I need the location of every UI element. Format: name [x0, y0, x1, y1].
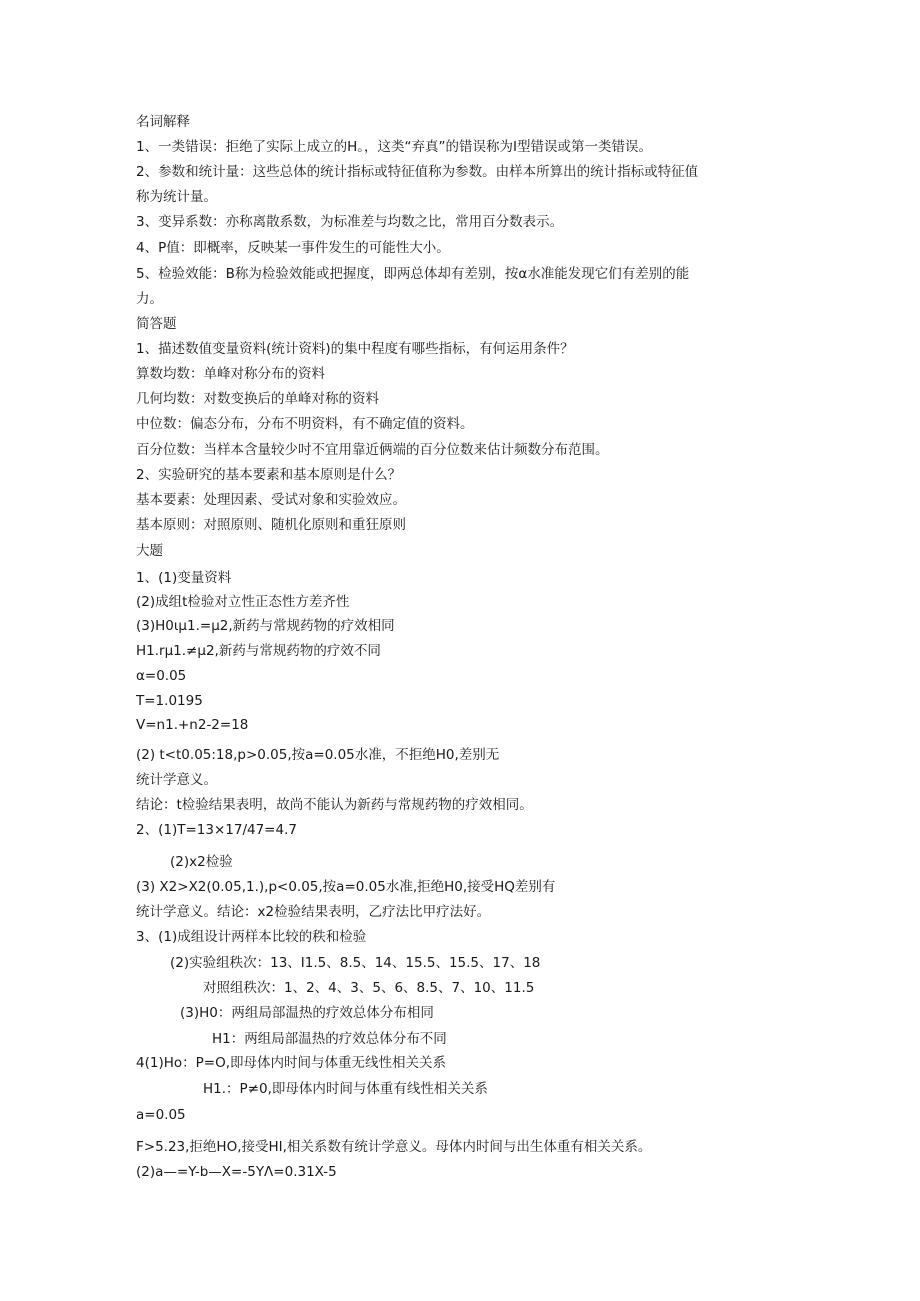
text-line: 2、参数和统计量：这些总体的统计指标或特征值称为参数。由样本所算出的统计指标或特征值: [136, 164, 699, 180]
text-line: H1.rμ1.≠μ2,新药与常规药物的疗效不同: [136, 643, 381, 659]
text-line: a=0.05: [136, 1107, 186, 1123]
text-line: 对照组秩次：1、2、4、3、5、6、8.5、7、10、11.5: [203, 980, 535, 996]
text-line: 1、(1)变量资料: [136, 570, 232, 586]
text-line: 几何均数：对数变换后的单峰对称的资料: [136, 391, 379, 407]
text-line: (2)a—=Y-b—X=-5YΛ=0.31X-5: [136, 1164, 337, 1180]
text-line: 1、描述数值变量资料(统计资料)的集中程度有哪些指标，有何运用条件？: [136, 341, 574, 357]
text-line: (2)实验组秩次：13、I1.5、8.5、14、15.5、15.5、17、18: [170, 955, 541, 971]
text-line: α=0.05: [136, 668, 187, 684]
section-heading-short-answer: 简答题: [136, 316, 177, 332]
text-line: (3)H0ιμ1.=μ2,新药与常规药物的疗效相同: [136, 618, 395, 634]
text-line: 称为统计量。: [136, 189, 217, 205]
text-line: (2) t<t0.05:18,p>0.05,按a=0.05水准，不拒绝H0,差别无: [136, 747, 500, 763]
text-line: 5、检验效能：B称为检验效能或把握度，即两总体却有差别，按α水准能发现它们有差别的能: [136, 266, 690, 282]
text-line: T=1.0195: [136, 693, 203, 709]
text-line: 百分位数：当样本含量较少吋不宜用靠近俩端的百分位数来估计频数分布范围。: [136, 442, 609, 458]
section-heading-terms: 名词解释: [136, 114, 190, 130]
text-line: V=n1.+n2-2=18: [136, 717, 249, 733]
text-line: 基本原则：对照原则、随机化原则和重狂原则: [136, 517, 406, 533]
text-line: (3) X2>X2(0.05,1.),p<0.05,按a=0.05水准,拒绝H0,接受HQ差别有: [136, 879, 556, 895]
text-line: (2)x2检验: [170, 854, 233, 870]
text-line: 4(1)Ho：P=O,即母体内时间与体重无线性相关关系: [136, 1055, 446, 1071]
text-line: 3、变异系数：亦称离散系数，为标准差与均数之比，常用百分数表示。: [136, 214, 564, 230]
text-line: 统计学意义。: [136, 772, 217, 788]
text-line: 2、实验研究的基本要素和基本原则是什么？: [136, 467, 402, 483]
text-line: 结论：t检验结果表明，故尚不能认为新药与常规药物的疗效相同。: [136, 797, 533, 813]
text-line: 统计学意义。结论：x2检验结果表明，乙疗法比甲疗法好。: [136, 904, 491, 920]
text-line: (2)成组t检验对立性正态性方差齐性: [136, 594, 350, 610]
text-line: H1.：P≠0,即母体内时间与体重有线性相关关系: [203, 1081, 488, 1097]
text-line: (3)H0：两组局部温热的疗效总体分布相同: [180, 1005, 434, 1021]
text-line: 2、(1)T=13×17/47=4.7: [136, 822, 297, 838]
section-heading-main-questions: 大题: [136, 543, 163, 559]
text-line: 1、一类错误：拒绝了实际上成立的H。，这类“弃真”的错误称为I型错误或第一类错误。: [136, 139, 652, 155]
text-line: H1：两组局部温热的疗效总体分布不同: [212, 1031, 447, 1047]
text-line: 4、P值：即概率，反映某一事件发生的可能性大小。: [136, 240, 450, 256]
text-line: 3、(1)成组设计两样本比较的秩和检验: [136, 929, 367, 945]
text-line: F>5.23,拒绝HO,接受HI,相关系数有统计学意义。母体内时间与出生体重有相关关系。: [136, 1139, 652, 1155]
text-line: 力。: [136, 291, 163, 307]
text-line: 基本要素：处理因素、受试对象和实验效应。: [136, 492, 406, 508]
text-line: 算数均数：单峰对称分布的资料: [136, 366, 325, 382]
text-line: 中位数：偏态分布，分布不明资料，有不确定值的资料。: [136, 416, 474, 432]
